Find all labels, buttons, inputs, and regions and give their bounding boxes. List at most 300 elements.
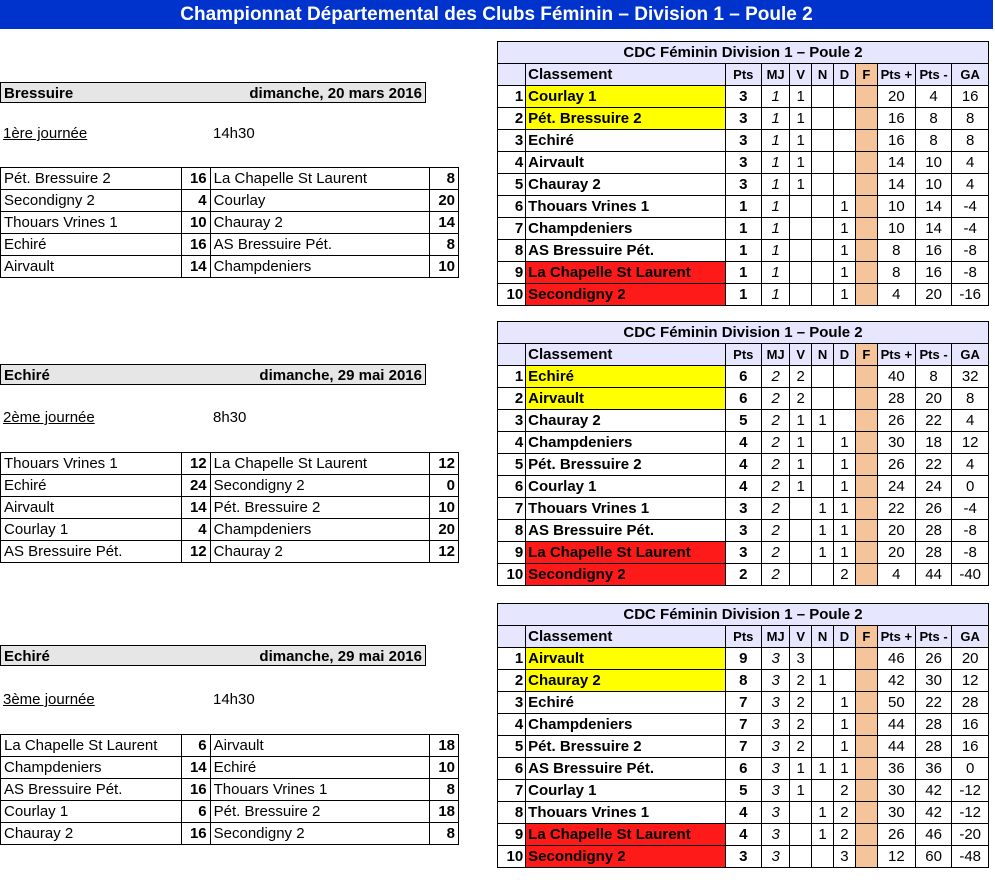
match-row [1,497,459,519]
matches-played: 1 [762,152,790,174]
forfeits [855,520,877,542]
matches-played: 3 [762,692,790,714]
points: 3 [725,108,762,130]
home-score: 6 [182,735,210,757]
forfeits [855,108,877,130]
losses: 1 [834,736,856,758]
points-against: 26 [915,648,952,670]
rank: 1 [498,366,526,388]
losses [834,108,856,130]
standings-row [498,670,989,692]
draws: 1 [812,542,834,564]
team-name: Airvault [526,648,725,670]
venue-date: dimanche, 20 mars 2016 [249,85,422,102]
team-name: AS Bressuire Pét. [526,520,725,542]
team-name: Pét. Bressuire 2 [526,736,725,758]
forfeits [855,454,877,476]
standings-row [498,476,989,498]
points-for: 30 [877,780,915,802]
home-score: 10 [182,212,210,234]
away-score: 12 [430,453,459,475]
matches-table [0,734,459,845]
points-for: 24 [877,476,915,498]
goal-average: -8 [952,520,989,542]
points-for: 16 [877,108,915,130]
away-team: Secondigny 2 [210,475,430,497]
points: 1 [725,218,762,240]
venue-name: Echiré [4,648,50,665]
match-row [1,190,459,212]
home-score: 24 [182,475,210,497]
points: 4 [725,454,762,476]
points-against: 14 [915,218,952,240]
draws [812,432,834,454]
wins [790,802,812,824]
points: 3 [725,86,762,108]
losses [834,648,856,670]
losses [834,174,856,196]
goal-average: 12 [952,670,989,692]
match-row [1,234,459,256]
column-header: V [790,344,812,366]
rank: 4 [498,152,526,174]
forfeits [855,758,877,780]
rank: 1 [498,648,526,670]
home-team: Courlay 1 [1,519,182,541]
points: 4 [725,824,762,846]
points-for: 26 [877,824,915,846]
standings-header-row [498,64,989,86]
points: 7 [725,692,762,714]
away-score: 20 [430,519,459,541]
losses: 1 [834,498,856,520]
points-for: 28 [877,388,915,410]
points-for: 8 [877,240,915,262]
goal-average: 32 [952,366,989,388]
points-against: 18 [915,432,952,454]
points-for: 10 [877,196,915,218]
losses [834,670,856,692]
points-for: 10 [877,218,915,240]
losses: 1 [834,758,856,780]
losses [834,86,856,108]
rank: 2 [498,670,526,692]
home-team: Champdeniers [1,757,182,779]
goal-average: 20 [952,648,989,670]
points-for: 4 [877,284,915,306]
losses: 2 [834,564,856,586]
away-score: 8 [430,168,459,190]
points-for: 46 [877,648,915,670]
start-time: 8h30 [213,409,247,426]
rank: 1 [498,86,526,108]
wins: 2 [790,736,812,758]
forfeits [855,432,877,454]
goal-average: -20 [952,824,989,846]
match-row [1,453,459,475]
draws [812,692,834,714]
matches-played: 3 [762,780,790,802]
draws [812,564,834,586]
away-team: Chauray 2 [210,541,430,563]
draws: 1 [812,410,834,432]
wins: 3 [790,648,812,670]
forfeits [855,564,877,586]
losses [834,366,856,388]
goal-average: -8 [952,542,989,564]
rank: 8 [498,240,526,262]
standings-title-row [498,42,989,64]
matches-played: 2 [762,564,790,586]
column-header: Pts + [877,626,915,648]
draws [812,262,834,284]
home-score: 16 [182,234,210,256]
venue-date: dimanche, 29 mai 2016 [259,648,422,665]
journee-label: 2ème journée [3,409,95,426]
draws [812,152,834,174]
goal-average: 4 [952,410,989,432]
draws: 1 [812,758,834,780]
points-for: 30 [877,432,915,454]
points: 3 [725,152,762,174]
column-header: Classement [526,344,725,366]
points: 7 [725,714,762,736]
rank: 6 [498,758,526,780]
home-score: 12 [182,453,210,475]
points-against: 24 [915,476,952,498]
goal-average: 12 [952,432,989,454]
team-name: Courlay 1 [526,476,725,498]
points-against: 22 [915,454,952,476]
standings-title: CDC Féminin Division 1 – Poule 2 [498,322,989,344]
rank: 5 [498,454,526,476]
forfeits [855,542,877,564]
draws: 1 [812,670,834,692]
standings-row [498,130,989,152]
goal-average: -12 [952,780,989,802]
points-for: 26 [877,454,915,476]
points-against: 60 [915,846,952,868]
column-header: D [834,344,856,366]
draws: 1 [812,520,834,542]
standings-row [498,714,989,736]
losses: 1 [834,692,856,714]
match-row [1,519,459,541]
losses: 1 [834,262,856,284]
points: 6 [725,366,762,388]
wins: 1 [790,780,812,802]
forfeits [855,498,877,520]
match-row [1,801,459,823]
goal-average: 8 [952,388,989,410]
column-header: MJ [762,344,790,366]
home-team: Airvault [1,497,182,519]
standings-table [497,321,989,586]
standings-row [498,240,989,262]
points-for: 42 [877,670,915,692]
standings-row [498,736,989,758]
rank: 9 [498,262,526,284]
wins: 1 [790,130,812,152]
matches-played: 2 [762,454,790,476]
standings-title-row [498,604,989,626]
points-against: 30 [915,670,952,692]
home-score: 6 [182,801,210,823]
points-for: 14 [877,174,915,196]
losses: 1 [834,240,856,262]
forfeits [855,262,877,284]
home-score: 14 [182,256,210,278]
matches-played: 2 [762,388,790,410]
standings-row [498,692,989,714]
draws: 1 [812,802,834,824]
losses: 3 [834,846,856,868]
points-against: 46 [915,824,952,846]
standings-row [498,174,989,196]
away-score: 8 [430,823,459,845]
rank-header [498,344,526,366]
team-name: La Chapelle St Laurent [526,542,725,564]
standings-title: CDC Féminin Division 1 – Poule 2 [498,604,989,626]
standings-row [498,824,989,846]
rank: 3 [498,410,526,432]
goal-average: 16 [952,714,989,736]
forfeits [855,218,877,240]
goal-average: 4 [952,454,989,476]
points: 3 [725,130,762,152]
matches-played: 1 [762,262,790,284]
away-score: 18 [430,735,459,757]
rank: 9 [498,824,526,846]
forfeits [855,648,877,670]
rank: 6 [498,476,526,498]
draws: 1 [812,498,834,520]
team-name: Pét. Bressuire 2 [526,454,725,476]
rank: 8 [498,802,526,824]
points-against: 28 [915,520,952,542]
rank: 5 [498,174,526,196]
venue-bar [0,82,426,103]
away-score: 20 [430,190,459,212]
forfeits [855,410,877,432]
home-score: 4 [182,519,210,541]
forfeits [855,86,877,108]
losses: 1 [834,454,856,476]
losses [834,130,856,152]
points: 1 [725,284,762,306]
points-against: 22 [915,410,952,432]
standings-row [498,432,989,454]
wins [790,240,812,262]
wins: 1 [790,476,812,498]
losses: 2 [834,824,856,846]
matches-played: 1 [762,218,790,240]
goal-average: -8 [952,240,989,262]
goal-average: 16 [952,86,989,108]
home-team: La Chapelle St Laurent [1,735,182,757]
goal-average: -48 [952,846,989,868]
points: 8 [725,670,762,692]
losses: 1 [834,196,856,218]
match-row [1,168,459,190]
points: 6 [725,758,762,780]
team-name: Chauray 2 [526,410,725,432]
standings-row [498,846,989,868]
draws [812,174,834,196]
wins: 1 [790,410,812,432]
wins [790,542,812,564]
standings-row [498,802,989,824]
away-score: 0 [430,475,459,497]
team-name: Pét. Bressuire 2 [526,108,725,130]
column-header: GA [952,64,989,86]
draws [812,648,834,670]
goal-average: -4 [952,196,989,218]
standings-row [498,648,989,670]
matches-played: 1 [762,284,790,306]
draws [812,284,834,306]
column-header: N [812,344,834,366]
points-for: 40 [877,366,915,388]
column-header: Pts - [915,64,952,86]
wins [790,824,812,846]
matches-played: 1 [762,240,790,262]
forfeits [855,824,877,846]
points: 3 [725,846,762,868]
losses: 1 [834,520,856,542]
wins [790,846,812,868]
away-team: Chauray 2 [210,212,430,234]
column-header: MJ [762,626,790,648]
match-row [1,779,459,801]
matches-table [0,452,459,563]
points-against: 28 [915,714,952,736]
standings-row [498,196,989,218]
wins [790,262,812,284]
column-header: N [812,626,834,648]
wins: 2 [790,714,812,736]
column-header: Pts [725,626,762,648]
losses: 1 [834,714,856,736]
away-score: 10 [430,256,459,278]
standings-row [498,366,989,388]
team-name: Secondigny 2 [526,564,725,586]
column-header: F [855,344,877,366]
points-against: 42 [915,802,952,824]
standings-row [498,564,989,586]
points-for: 36 [877,758,915,780]
home-score: 4 [182,190,210,212]
matches-played: 3 [762,736,790,758]
rank: 8 [498,520,526,542]
goal-average: 28 [952,692,989,714]
standings-row [498,108,989,130]
points-against: 42 [915,780,952,802]
standings-row [498,86,989,108]
rank: 7 [498,218,526,240]
column-header: V [790,64,812,86]
wins [790,284,812,306]
standings-row [498,454,989,476]
home-team: AS Bressuire Pét. [1,541,182,563]
forfeits [855,284,877,306]
rank: 7 [498,780,526,802]
team-name: La Chapelle St Laurent [526,262,725,284]
points-against: 22 [915,692,952,714]
standings-title: CDC Féminin Division 1 – Poule 2 [498,42,989,64]
matches-table [0,167,459,278]
column-header: MJ [762,64,790,86]
wins: 1 [790,454,812,476]
points-against: 8 [915,108,952,130]
away-score: 8 [430,234,459,256]
losses: 2 [834,780,856,802]
wins [790,520,812,542]
start-time: 14h30 [213,691,255,708]
draws [812,108,834,130]
journee-label: 1ère journée [3,125,88,142]
home-team: Courlay 1 [1,801,182,823]
forfeits [855,692,877,714]
rank: 10 [498,846,526,868]
rank: 5 [498,736,526,758]
match-row [1,823,459,845]
team-name: Chauray 2 [526,670,725,692]
wins: 2 [790,388,812,410]
goal-average: -4 [952,218,989,240]
match-row [1,735,459,757]
points-against: 44 [915,564,952,586]
forfeits [855,846,877,868]
draws [812,454,834,476]
venue-name: Bressuire [4,85,74,102]
away-team: Champdeniers [210,256,430,278]
match-row [1,757,459,779]
points: 5 [725,780,762,802]
rank-header [498,64,526,86]
team-name: Courlay 1 [526,780,725,802]
rank: 7 [498,498,526,520]
away-team: Pét. Bressuire 2 [210,801,430,823]
standings-row [498,758,989,780]
standings-row [498,262,989,284]
matches-played: 3 [762,670,790,692]
points-for: 20 [877,86,915,108]
rank: 10 [498,284,526,306]
points: 7 [725,736,762,758]
points-for: 16 [877,130,915,152]
points-for: 44 [877,714,915,736]
column-header: Classement [526,64,725,86]
goal-average: 4 [952,152,989,174]
team-name: Echiré [526,692,725,714]
venue-bar [0,364,426,385]
draws [812,218,834,240]
points-against: 8 [915,130,952,152]
rank: 6 [498,196,526,218]
standings-row [498,780,989,802]
wins [790,564,812,586]
points-against: 16 [915,262,952,284]
goal-average: 8 [952,108,989,130]
column-header: Pts - [915,344,952,366]
team-name: Champdeniers [526,714,725,736]
away-team: Secondigny 2 [210,823,430,845]
home-score: 16 [182,168,210,190]
home-team: Airvault [1,256,182,278]
points-against: 20 [915,284,952,306]
forfeits [855,366,877,388]
